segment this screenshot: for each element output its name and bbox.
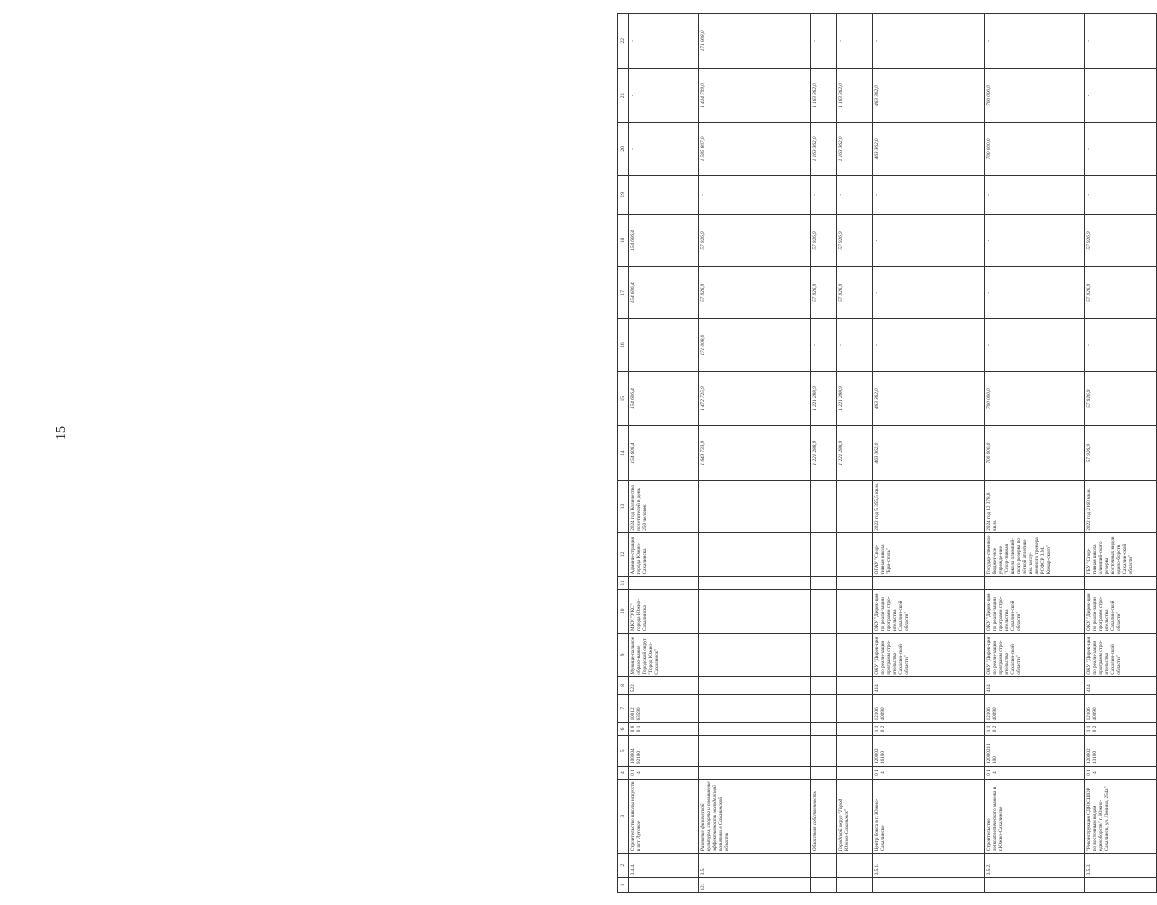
- table-cell: 700 000,0: [985, 426, 1085, 481]
- table-cell: 1 221 288,9: [811, 371, 837, 426]
- table-row: [837, 14, 873, 893]
- table-cell: 10012 63590: [629, 694, 699, 722]
- table-cell: 1 163 362,0: [837, 123, 873, 175]
- table-cell: 1 414 799,0: [699, 68, 811, 123]
- table-cell: [837, 533, 873, 577]
- table-cell: 57 926,9: [699, 214, 811, 266]
- col-number: 21: [618, 68, 629, 123]
- table-cell: -: [985, 319, 1085, 371]
- table-cell: -: [873, 175, 985, 214]
- table-cell: [811, 633, 837, 677]
- table-cell: [811, 576, 837, 589]
- table-cell: 0 1 4: [629, 766, 699, 779]
- col-number: 3: [618, 779, 629, 853]
- table-cell: -: [873, 14, 985, 69]
- table-cell: 57 926,9: [811, 267, 837, 319]
- table-cell: 12000211 100: [985, 735, 1085, 766]
- table-cell: 12106 40090: [1085, 694, 1157, 722]
- col-number: 20: [618, 123, 629, 175]
- table-cell: 414: [873, 677, 985, 694]
- col-number: 19: [618, 175, 629, 214]
- table-cell: "Реконструкция СДЮСШОР по восточным видам единоборств" г. Южно-Сахалинск, ул. Ленина, 254а": [1085, 779, 1157, 853]
- table-row: [873, 14, 985, 893]
- table-cell: Государ-ственное бюджет-ное учрежде-ние "Спор-тивная школа олимпий-ского резерва по лёгкой атлетике им. заслу-женного тренера РСФСР З.М. Комар-ского": [985, 533, 1085, 577]
- table-cell: 1 585 807,0: [699, 123, 811, 175]
- table-cell: [837, 480, 873, 532]
- col-number: 13: [618, 480, 629, 532]
- table-cell: Городской округ "Город Южно-Сахалинск": [837, 779, 873, 853]
- col-number: 7: [618, 694, 629, 722]
- table-cell: 57 926,9: [1085, 267, 1157, 319]
- table-cell: -: [837, 319, 873, 371]
- table-cell: Муници-пальное образо-вание Городской округ "Город Южно-Сахалинск": [629, 633, 699, 677]
- table-cell: 1 221 288,9: [837, 426, 873, 481]
- table-cell: [629, 877, 699, 892]
- table-cell: 463 362,0: [873, 68, 985, 123]
- table-cell: -: [629, 123, 699, 175]
- table-cell: [837, 677, 873, 694]
- table-cell: 2024 год 12 378,8 кв.м.: [985, 480, 1085, 532]
- table-cell: 3.5.: [699, 853, 811, 877]
- table-cell: 57 926,9: [837, 214, 873, 266]
- table-cell: 700 000,0: [985, 68, 1085, 123]
- table-cell: -: [811, 319, 837, 371]
- table-cell: 700 000,0: [985, 371, 1085, 426]
- table-cell: ОКУ "Дирек-ция по реали-зации программ стро-ительства Сахалин-ской области": [985, 633, 1085, 677]
- table-cell: [985, 576, 1085, 589]
- column-number-row: [618, 14, 629, 893]
- table-cell: ОГАУ "Спор-тивная школа "Бри-столь": [873, 533, 985, 577]
- table-cell: ОКУ "Дирек-ция по реали-зации программ стро-ительства Сахалин-ской области": [1085, 633, 1157, 677]
- table-cell: 171 008,0: [699, 14, 811, 69]
- table-cell: [699, 766, 811, 779]
- table-cell: [837, 722, 873, 735]
- table-cell: 1 163 362,0: [837, 68, 873, 123]
- table-cell: [699, 633, 811, 677]
- table-cell: 1 221 288,9: [837, 371, 873, 426]
- table-cell: -: [837, 175, 873, 214]
- table-row: [1085, 14, 1157, 893]
- table-cell: 154 606,4: [629, 267, 699, 319]
- table-cell: [699, 722, 811, 735]
- table-cell: 154 606,4: [629, 426, 699, 481]
- table-cell: Админи-страция города Южно-Сахалинска: [629, 533, 699, 577]
- col-number: 16: [618, 319, 629, 371]
- table-cell: 1 163 362,0: [811, 68, 837, 123]
- rotated-page: [617, 13, 1154, 893]
- table-cell: 414: [1085, 677, 1157, 694]
- table-cell: 2022 год 5 355,5 кв.м.: [873, 480, 985, 532]
- table-cell: 120002 16100: [873, 735, 985, 766]
- table-cell: -: [985, 175, 1085, 214]
- table-cell: [837, 766, 873, 779]
- table-cell: 0 1 4: [873, 766, 985, 779]
- table-cell: [811, 694, 837, 722]
- table-cell: [699, 480, 811, 532]
- table-cell: 463 362,0: [873, 371, 985, 426]
- col-number: 14: [618, 426, 629, 481]
- col-number: 12: [618, 533, 629, 577]
- table-cell: -: [873, 214, 985, 266]
- table-cell: 463 362,0: [873, 426, 985, 481]
- table-cell: 0 1 4: [1085, 766, 1157, 779]
- table-cell: [837, 735, 873, 766]
- table-cell: -: [699, 175, 811, 214]
- table-cell: ОКУ "Дирек-ция по реали-зации программ стро-ительства Сахалин-ской области": [1085, 589, 1157, 633]
- table-cell: 700 000,0: [985, 123, 1085, 175]
- table-cell: [837, 694, 873, 722]
- table-cell: 100004 92100: [629, 735, 699, 766]
- table-cell: 57 926,9: [1085, 214, 1157, 266]
- table-cell: -: [985, 267, 1085, 319]
- table-cell: Строительство легкоатлетического манежа в г.Южно-Сахалинске: [985, 779, 1085, 853]
- table-cell: [699, 589, 811, 633]
- col-number: 6: [618, 722, 629, 735]
- table-row: [629, 14, 699, 893]
- table-cell: [811, 877, 837, 892]
- table-cell: [811, 766, 837, 779]
- table-cell: 463 362,0: [873, 123, 985, 175]
- table-cell: [811, 533, 837, 577]
- table-row: [699, 14, 811, 893]
- table-cell: [699, 576, 811, 589]
- col-number: 18: [618, 214, 629, 266]
- table-cell: 57 926,9: [699, 267, 811, 319]
- table-cell: -: [873, 267, 985, 319]
- table-cell: 522: [629, 677, 699, 694]
- table-cell: [699, 533, 811, 577]
- table-cell: 3.4.4.: [629, 853, 699, 877]
- table-row: [811, 14, 837, 893]
- table-cell: 3.5.1.: [873, 853, 985, 877]
- col-number: 17: [618, 267, 629, 319]
- col-number: 1: [618, 877, 629, 892]
- table-cell: -: [873, 319, 985, 371]
- table-cell: [1085, 576, 1157, 589]
- table-cell: 120002 13100: [1085, 735, 1157, 766]
- table-cell: [811, 677, 837, 694]
- table-cell: 57 926,9: [1085, 426, 1157, 481]
- table-cell: [837, 633, 873, 677]
- table-cell: 1 221 288,9: [811, 426, 837, 481]
- table-cell: 12106 40090: [985, 694, 1085, 722]
- table-cell: [811, 722, 837, 735]
- table-cell: Центр бокса в г. Южно-Сахалинске: [873, 779, 985, 853]
- table-cell: -: [1085, 123, 1157, 175]
- table-cell: 57 926,9: [1085, 371, 1157, 426]
- table-cell: [837, 576, 873, 589]
- table-cell: [629, 175, 699, 214]
- table-cell: 1 472 725,9: [699, 371, 811, 426]
- table-cell: [837, 877, 873, 892]
- col-number: 5: [618, 735, 629, 766]
- table-cell: ОКУ "Дирек-ция по реали-зации программ стро-ительства Сахалин-ской области": [873, 589, 985, 633]
- col-number: 4: [618, 766, 629, 779]
- table-cell: 171 008,0: [699, 319, 811, 371]
- col-number: 11: [618, 576, 629, 589]
- table-cell: [811, 589, 837, 633]
- table-cell: 2022 год 2160 кв.м.: [1085, 480, 1157, 532]
- table-cell: [837, 853, 873, 877]
- col-number: 10: [618, 589, 629, 633]
- table-cell: 3.5.3.: [1085, 853, 1157, 877]
- table-cell: [811, 853, 837, 877]
- table-cell: -: [811, 175, 837, 214]
- col-number: 15: [618, 371, 629, 426]
- table-cell: [629, 319, 699, 371]
- table-cell: -: [837, 14, 873, 69]
- table-cell: Строительство школы искусств в пгт Луговое: [629, 779, 699, 853]
- table-cell: 1 1 0 2: [1085, 722, 1157, 735]
- table-cell: [873, 576, 985, 589]
- table-cell: 57 926,9: [811, 214, 837, 266]
- table-cell: 154 606,4: [629, 214, 699, 266]
- table-cell: 1 163 362,0: [811, 123, 837, 175]
- table-cell: [811, 480, 837, 532]
- col-number: 8: [618, 677, 629, 694]
- table-cell: ГБУ "Спор-тивная школа олимпий-ского резерва восточных видов едино-борств Сахалин-ской области": [1085, 533, 1157, 577]
- table-cell: 0 1 4: [985, 766, 1085, 779]
- table-cell: 3.5.2.: [985, 853, 1085, 877]
- table-cell: 12.: [699, 877, 811, 892]
- table-cell: -: [1085, 68, 1157, 123]
- table-cell: -: [811, 14, 837, 69]
- table-cell: МКУ "УКС" города Южно-Сахалинска: [629, 589, 699, 633]
- table-cell: Областная собственность: [811, 779, 837, 853]
- table-cell: -: [629, 68, 699, 123]
- table-cell: [699, 694, 811, 722]
- table-cell: 414: [985, 677, 1085, 694]
- page-number: 15: [54, 426, 69, 440]
- table-cell: 2024 год Количество посетителей в день 250 человек: [629, 480, 699, 532]
- budget-table: [617, 13, 1157, 893]
- table-cell: 57 926,9: [837, 267, 873, 319]
- table-cell: [811, 735, 837, 766]
- table-cell: 12106 40090: [873, 694, 985, 722]
- table-cell: Развитие физической культуры, спорта и повышение эффективности молодежной политики в Сахалинской области: [699, 779, 811, 853]
- table-cell: [629, 576, 699, 589]
- table-cell: -: [629, 14, 699, 69]
- col-number: 9: [618, 633, 629, 677]
- table-cell: -: [985, 14, 1085, 69]
- table-cell: 154 606,4: [629, 371, 699, 426]
- table-cell: -: [1085, 175, 1157, 214]
- table-cell: [699, 735, 811, 766]
- table-cell: 1 643 733,9: [699, 426, 811, 481]
- table-cell: 0 8 0 1: [629, 722, 699, 735]
- col-number: 22: [618, 14, 629, 69]
- table-cell: [837, 589, 873, 633]
- table-cell: [1085, 877, 1157, 892]
- table-cell: 1 1 0 2: [873, 722, 985, 735]
- table-cell: ОКУ "Дирек-ция по реали-зации программ стро-ительства Сахалин-ской области": [985, 589, 1085, 633]
- table-row: [985, 14, 1085, 893]
- table-cell: [699, 677, 811, 694]
- table-cell: -: [1085, 319, 1157, 371]
- table-cell: ОКУ "Дирек-ция по реали-зации программ стро-ительства Сахалин-ской области": [873, 633, 985, 677]
- table-cell: -: [1085, 14, 1157, 69]
- table-cell: [873, 877, 985, 892]
- col-number: 2: [618, 853, 629, 877]
- table-cell: -: [985, 214, 1085, 266]
- table-cell: [985, 877, 1085, 892]
- table-cell: 1 1 0 2: [985, 722, 1085, 735]
